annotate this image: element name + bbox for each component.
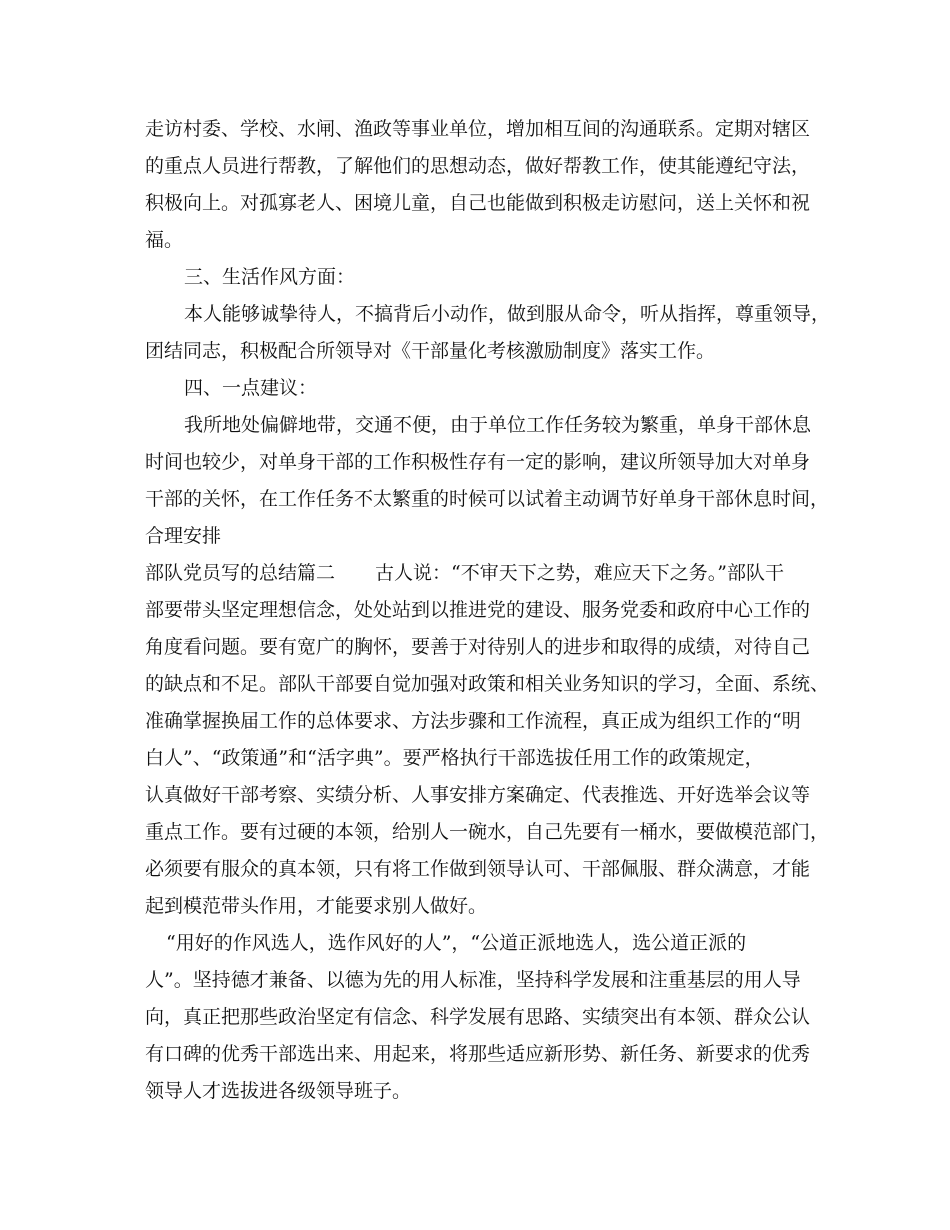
section-heading: 四、一点建议：	[184, 377, 318, 399]
paragraph-text: 古人说：“不审天下之势，难应天下之务。”部队干	[375, 562, 784, 584]
paragraph-line: 有口碑的优秀干部选出来、用起来，将那些适应新形势、新任务、新要求的优秀	[145, 1043, 811, 1065]
paragraph-line: 积极向上。对孤寡老人、困境儿童，自己也能做到积极走访慰问，送上关怀和祝	[145, 192, 811, 214]
paragraph-line: 合理安排	[145, 525, 222, 547]
section-heading: 三、生活作风方面：	[184, 266, 356, 288]
paragraph-line: 我所地处偏僻地带，交通不便，由于单位工作任务较为繁重，单身干部休息	[184, 414, 812, 436]
paragraph-line: 福。	[145, 229, 184, 251]
paragraph-line	[145, 561, 784, 585]
paragraph-line: 起到模范带头作用，才能要求别人做好。	[145, 895, 488, 917]
paragraph-line: “用好的作风选人，选作风好的人”，“公道正派地选人，选公道正派的	[166, 932, 747, 954]
paragraph-line: 的缺点和不足。部队干部要自觉加强对政策和相关业务知识的学习，全面、系统、	[145, 673, 830, 695]
paragraph-line: 必须要有服众的真本领，只有将工作做到领导认可、干部佩服、群众满意，才能	[145, 858, 811, 880]
paragraph-line: 人”。坚持德才兼备、以德为先的用人标准，坚持科学发展和注重基层的用人导	[145, 969, 801, 991]
paragraph-line: 角度看问题。要有宽广的胸怀，要善于对待别人的进步和取得的成绩，对待自己	[145, 636, 811, 658]
paragraph-line: 走访村委、学校、水闸、渔政等事业单位，增加相互间的沟通联系。定期对辖区	[145, 118, 811, 140]
paragraph-line: 部要带头坚定理想信念，处处站到以推进党的建设、服务党委和政府中心工作的	[145, 599, 811, 621]
section-title: 部队党员写的总结篇二	[145, 562, 336, 584]
paragraph-line: 的重点人员进行帮教，了解他们的思想动态，做好帮教工作，使其能遵纪守法，	[145, 155, 811, 177]
paragraph-line: 向，真正把那些政治坚定有信念、科学发展有思路、实绩突出有本领、群众公认	[145, 1006, 811, 1028]
paragraph-line: 认真做好干部考察、实绩分析、人事安排方案确定、代表推选、开好选举会议等	[145, 784, 811, 806]
paragraph-line: 干部的关怀，在工作任务不太繁重的时候可以试着主动调节好单身干部休息时间，	[145, 488, 830, 510]
paragraph-line: 准确掌握换届工作的总体要求、方法步骤和工作流程，真正成为组织工作的“明	[145, 710, 801, 732]
paragraph-line: 本人能够诚挚待人，不搞背后小动作，做到服从命令，听从指挥，尊重领导，	[184, 303, 831, 325]
paragraph-line: 领导人才选拔进各级领导班子。	[145, 1080, 412, 1102]
paragraph-line: 时间也较少，对单身干部的工作积极性存有一定的影响，建议所领导加大对单身	[145, 451, 811, 473]
paragraph-line: 重点工作。要有过硬的本领，给别人一碗水，自己先要有一桶水，要做模范部门，	[145, 821, 830, 843]
paragraph-line: 白人”、“政策通”和“活字典”。要严格执行干部选拔任用工作的政策规定，	[145, 747, 764, 769]
paragraph-line: 团结同志，积极配合所领导对《干部量化考核激励制度》落实工作。	[145, 340, 716, 362]
